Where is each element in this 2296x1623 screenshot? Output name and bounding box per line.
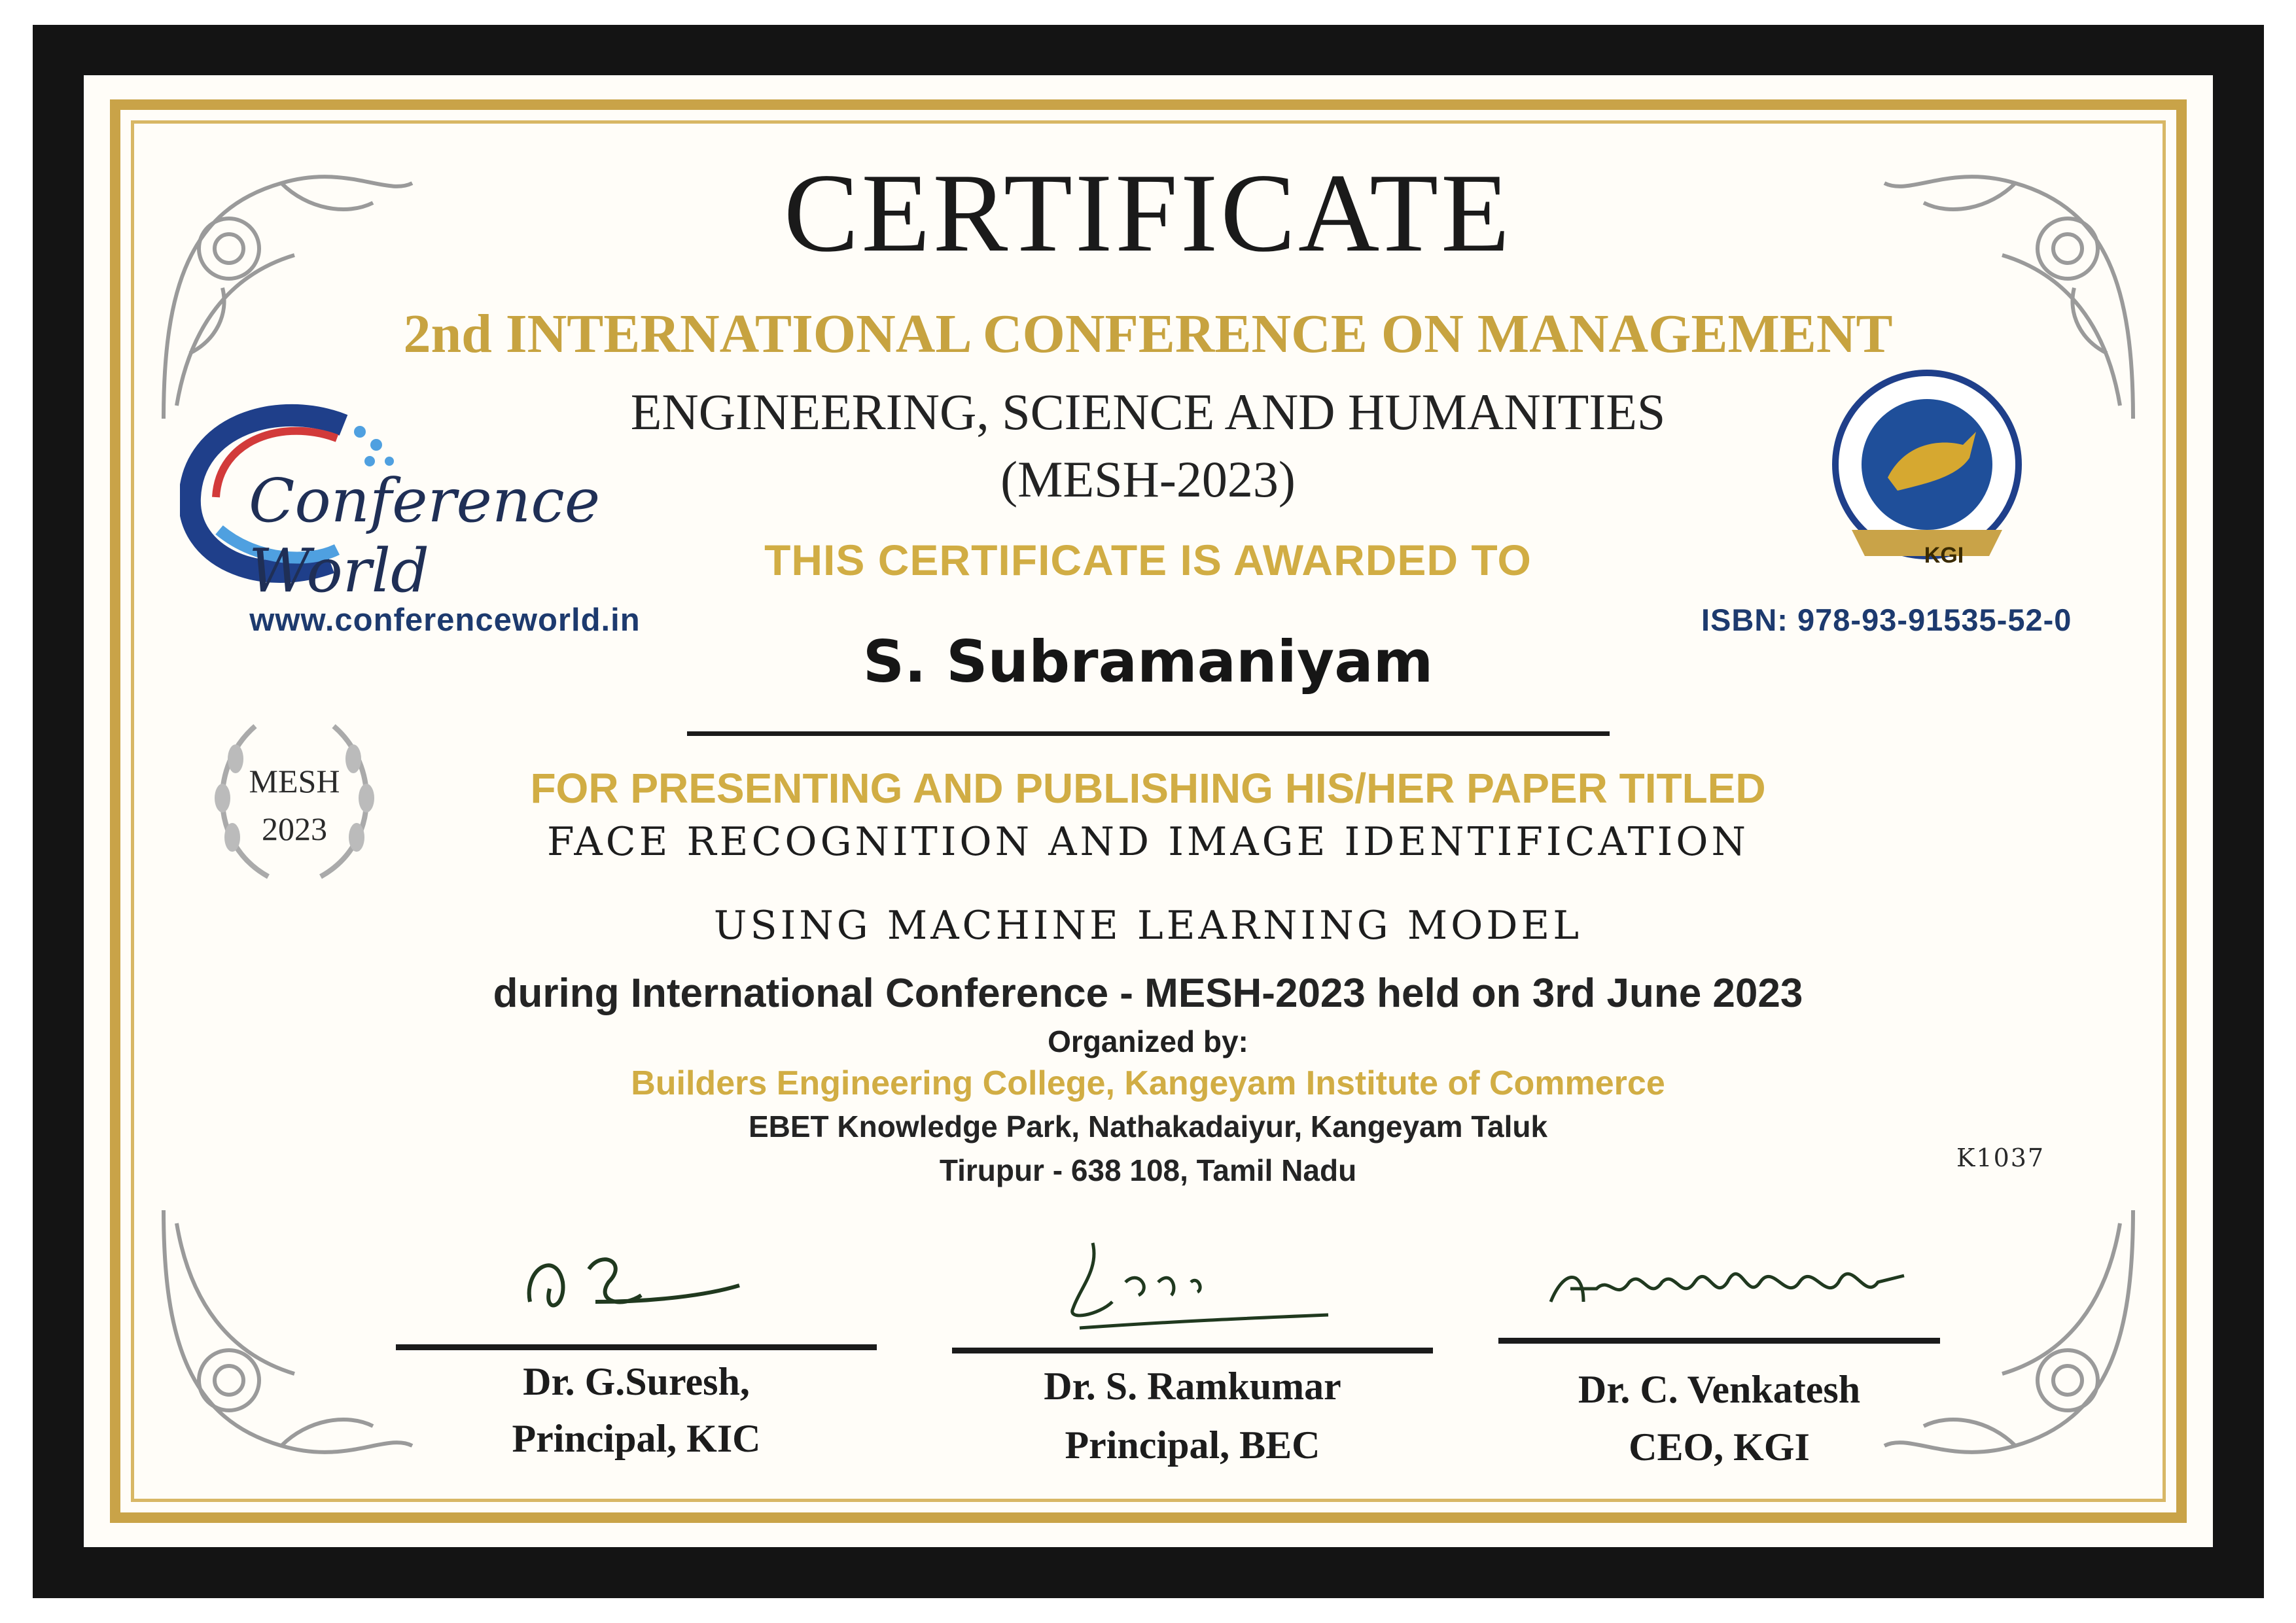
certificate-code: K1037	[1956, 1143, 2045, 1172]
recipient-underline	[687, 731, 1610, 736]
conference-name-line2: ENGINEERING, SCIENCE AND HUMANITIES	[630, 383, 1666, 440]
awarded-to-label: THIS CERTIFICATE IS AWARDED TO	[764, 536, 1532, 584]
website-link[interactable]: www.conferenceworld.in	[249, 602, 641, 638]
signatory-3-name: Dr. C. Venkatesh	[1578, 1368, 1861, 1411]
kgi-logo-label: KGI	[1924, 543, 1964, 568]
signature-venkatesh	[1538, 1243, 1917, 1328]
signatory-2-name: Dr. S. Ramkumar	[1044, 1365, 1341, 1408]
mesh-badge-title: MESH	[249, 763, 340, 799]
address-line2: Tirupur - 638 108, Tamil Nadu	[939, 1153, 1357, 1187]
signature-ramkumar	[1040, 1230, 1341, 1341]
signatory-1-role: Principal, KIC	[512, 1417, 761, 1460]
signatory-2-role: Principal, BEC	[1065, 1423, 1320, 1467]
signature-line-3	[1498, 1338, 1940, 1344]
signatory-3-role: CEO, KGI	[1629, 1425, 1810, 1469]
event-details: during International Conference - MESH-2023 held on 3rd June 2023	[493, 971, 1803, 1016]
signatory-1-name: Dr. G.Suresh,	[523, 1360, 750, 1403]
presenting-label: FOR PRESENTING AND PUBLISHING HIS/HER PAPER TITLED	[530, 765, 1766, 812]
isbn-number: ISBN: 978-93-91535-52-0	[1701, 602, 2072, 637]
signature-line-2	[952, 1348, 1433, 1353]
signature-line-1	[396, 1344, 877, 1350]
organizer-names: Builders Engineering College, Kangeyam Institute of Commerce	[631, 1064, 1665, 1102]
conference-world-logo-text: Conference World	[249, 466, 601, 606]
bottom-left-ornament-icon	[150, 1197, 425, 1472]
paper-title-line2: USING MACHINE LEARNING MODEL	[713, 903, 1583, 949]
certificate-title: CERTIFICATE	[783, 151, 1513, 275]
signature-suresh	[510, 1230, 759, 1341]
organized-by-label: Organized by:	[1048, 1024, 1248, 1058]
mesh-badge-year: 2023	[262, 811, 327, 847]
conference-name-line1: 2nd INTERNATIONAL CONFERENCE ON MANAGEMENT	[403, 304, 1893, 364]
address-line1: EBET Knowledge Park, Nathakadaiyur, Kangeyam Taluk	[748, 1109, 1548, 1143]
recipient-name: S. Subramaniyam	[862, 628, 1434, 695]
paper-title-line1: FACE RECOGNITION AND IMAGE IDENTIFICATION	[546, 819, 1749, 865]
conference-acronym: (MESH-2023)	[1000, 451, 1296, 508]
